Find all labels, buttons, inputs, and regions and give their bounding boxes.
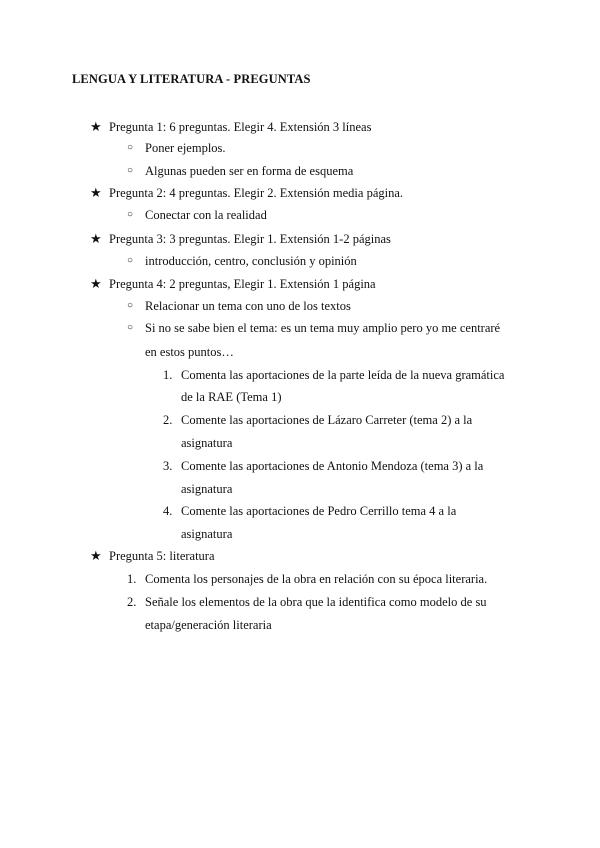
question-1-sub-1: Poner ejemplos.: [145, 141, 226, 155]
page-title: LENGUA Y LITERATURA - PREGUNTAS: [72, 72, 311, 86]
question-4-text: Pregunta 4: 2 preguntas, Elegir 1. Extensión 1 página: [109, 277, 376, 291]
star-bullet-icon: ★: [90, 231, 102, 246]
point-number: 4.: [163, 504, 173, 518]
question-2-sub-1: Conectar con la realidad: [145, 208, 267, 222]
question-4-sub-1: Relacionar un tema con uno de los textos: [145, 299, 351, 313]
question-5-item-2-line-2: etapa/generación literaria: [145, 618, 272, 632]
question-5-item-1: Comenta los personajes de la obra en relación con su época literaria.: [145, 572, 488, 586]
item-number: 2.: [127, 595, 137, 609]
circle-bullet-icon: ○: [127, 322, 134, 333]
item-number: 1.: [127, 572, 137, 586]
question-3-sub-1: introducción, centro, conclusión y opinión: [145, 254, 357, 268]
point-1-line-2: de la RAE (Tema 1): [181, 390, 282, 404]
question-4-sub-2: Si no se sabe bien el tema: es un tema muy amplio pero yo me centraré: [145, 321, 501, 335]
question-5-item-2-line-1: Señale los elementos de la obra que la identifica como modelo de su: [145, 595, 487, 609]
circle-bullet-icon: ○: [127, 300, 134, 311]
point-number: 1.: [163, 368, 173, 382]
star-bullet-icon: ★: [90, 119, 102, 134]
point-number: 3.: [163, 459, 173, 473]
circle-bullet-icon: ○: [127, 209, 134, 220]
point-2-line-1: Comente las aportaciones de Lázaro Carreter (tema 2) a la: [181, 413, 473, 427]
point-4-line-2: asignatura: [181, 527, 233, 541]
star-bullet-icon: ★: [90, 276, 102, 291]
question-5-text: Pregunta 5: literatura: [109, 549, 215, 563]
question-1-text: Pregunta 1: 6 preguntas. Elegir 4. Extensión 3 líneas: [109, 120, 372, 134]
question-4-sub-2-cont: en estos puntos…: [145, 345, 234, 359]
point-1-line-1: Comenta las aportaciones de la parte leída de la nueva gramática: [181, 368, 505, 382]
circle-bullet-icon: ○: [127, 255, 134, 266]
point-number: 2.: [163, 413, 173, 427]
point-3-line-1: Comente las aportaciones de Antonio Mendoza (tema 3) a la: [181, 459, 484, 473]
circle-bullet-icon: ○: [127, 142, 134, 153]
star-bullet-icon: ★: [90, 185, 102, 200]
point-3-line-2: asignatura: [181, 482, 233, 496]
circle-bullet-icon: ○: [127, 165, 134, 176]
point-2-line-2: asignatura: [181, 436, 233, 450]
question-2-text: Pregunta 2: 4 preguntas. Elegir 2. Extensión media página.: [109, 186, 404, 200]
point-4-line-1: Comente las aportaciones de Pedro Cerrillo tema 4 a la: [181, 504, 457, 518]
question-1-sub-2: Algunas pueden ser en forma de esquema: [145, 164, 354, 178]
star-bullet-icon: ★: [90, 548, 102, 563]
question-3-text: Pregunta 3: 3 preguntas. Elegir 1. Extensión 1-2 páginas: [109, 232, 391, 246]
